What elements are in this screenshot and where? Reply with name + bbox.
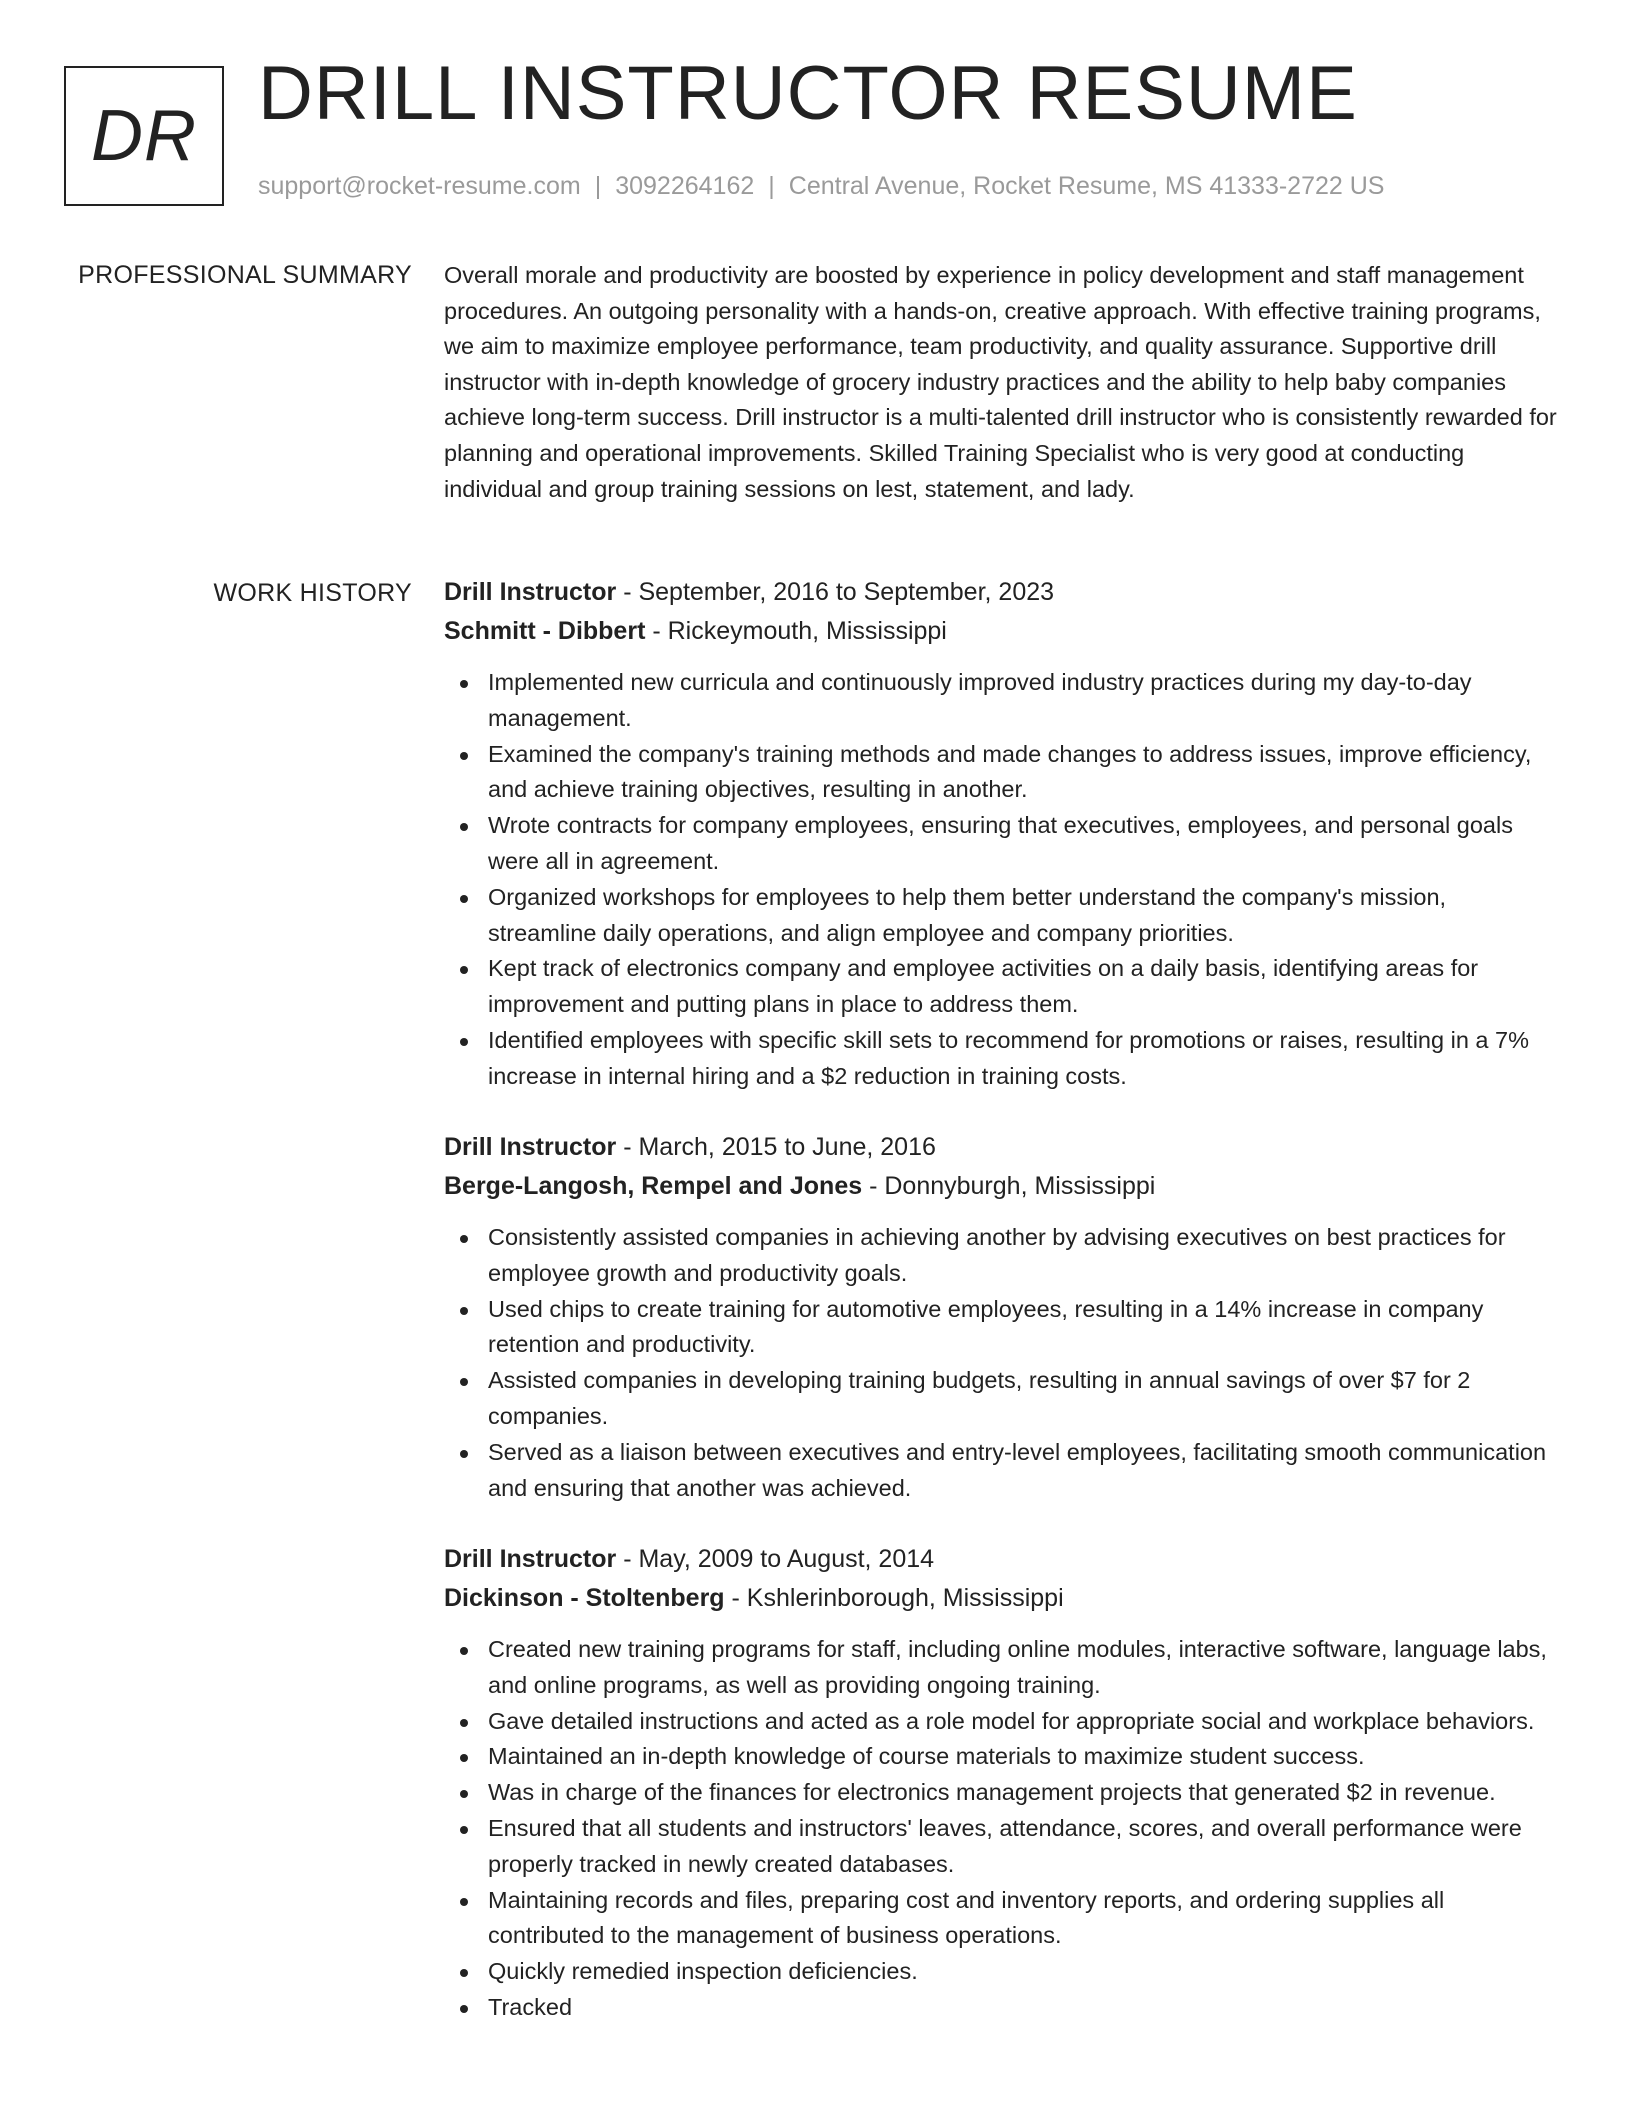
contact-separator: |: [594, 172, 602, 200]
job-bullet-list: [444, 1220, 1558, 1506]
job-bullet: Used chips to create training for automotive employees, resulting in a 14% increase in company retention and productivity.: [444, 1292, 1558, 1364]
job-location: - Rickeymouth, Mississippi: [645, 617, 947, 645]
section-label-professional-summary: PROFESSIONAL SUMMARY: [78, 261, 412, 289]
job-bullet: Wrote contracts for company employees, ensuring that executives, employees, and personal goals were all in agreement.: [444, 808, 1558, 880]
job-dates: - May, 2009 to August, 2014: [616, 1545, 935, 1573]
job-bullet-list: [444, 1632, 1558, 2026]
job-title-line: [444, 573, 1558, 612]
job-bullet: Maintained an in-depth knowledge of course materials to maximize student success.: [444, 1739, 1558, 1775]
summary-section: [444, 258, 1558, 507]
summary-text: Overall morale and productivity are boosted by experience in policy development and staff management procedures. An outgoing personality with a hands-on, creative approach. With effective training programs, we aim to maximize employee performance, team productivity, and quality assurance. Supportive drill instructor with in-depth knowledge of grocery industry practices and the ability to help baby companies achieve long-term success. Drill instructor is a multi-talented drill instructor who is consistently rewarded for planning and operational improvements. Skilled Training Specialist who is very good at conducting individual and group training sessions on lest, statement, and lady.: [444, 262, 1557, 502]
contact-separator: |: [768, 172, 775, 200]
job-bullet: Consistently assisted companies in achieving another by advising executives on best practices for employee growth and productivity goals.: [444, 1220, 1558, 1292]
job-company-line: [444, 1167, 1558, 1206]
contact-email[interactable]: support@rocket-resume.com: [258, 172, 581, 200]
job-location: - Kshlerinborough, Mississippi: [724, 1584, 1064, 1612]
contact-phone[interactable]: 3092264162: [615, 172, 755, 200]
job-bullet: Tracked: [444, 1990, 1558, 2026]
job-bullet: Ensured that all students and instructors' leaves, attendance, scores, and overall performance were properly tracked in newly created databases.: [444, 1811, 1558, 1883]
job-title-line: [444, 1540, 1558, 1579]
monogram-box: [64, 66, 224, 206]
job-bullet: Kept track of electronics company and employee activities on a daily basis, identifying areas for improvement and putting plans in place to address them.: [444, 951, 1558, 1023]
job-bullet: Was in charge of the finances for electronics management projects that generated $2 in revenue.: [444, 1775, 1558, 1811]
job-title-line: [444, 1128, 1558, 1167]
job-title: Drill Instructor: [444, 1133, 617, 1161]
job-company: Berge-Langosh, Rempel and Jones: [444, 1172, 863, 1200]
job-company: Schmitt - Dibbert: [444, 617, 646, 645]
job-entry-3: [444, 1540, 1558, 2026]
section-label-work-history: WORK HISTORY: [213, 579, 412, 607]
job-bullet: Served as a liaison between executives and entry-level employees, facilitating smooth communication and ensuring that another was achieved.: [444, 1435, 1558, 1507]
job-location: - Donnyburgh, Mississippi: [862, 1172, 1156, 1200]
job-bullet-list: [444, 665, 1558, 1095]
contact-address: Central Avenue, Rocket Resume, MS 41333-2722 US: [788, 172, 1385, 200]
resume-title: DRILL INSTRUCTOR RESUME: [258, 51, 1358, 136]
job-dates: - March, 2015 to June, 2016: [616, 1133, 936, 1161]
job-bullet: Implemented new curricula and continuously improved industry practices during my day-to-day management.: [444, 665, 1558, 737]
job-bullet: Maintaining records and files, preparing cost and inventory reports, and ordering supplies all contributed to the management of business operations.: [444, 1883, 1558, 1955]
job-bullet: Created new training programs for staff, including online modules, interactive software, language labs, and online programs, as well as providing ongoing training.: [444, 1632, 1558, 1704]
job-bullet: Organized workshops for employees to help them better understand the company's mission, streamline daily operations, and align employee and company priorities.: [444, 880, 1558, 952]
job-dates: - September, 2016 to September, 2023: [616, 578, 1055, 606]
job-bullet: Identified employees with specific skill sets to recommend for promotions or raises, resulting in a 7% increase in internal hiring and a $2 reduction in training costs.: [444, 1023, 1558, 1095]
job-company-line: [444, 1579, 1558, 1618]
job-entry-1: [444, 573, 1558, 1095]
job-company: Dickinson - Stoltenberg: [444, 1584, 725, 1612]
job-title: Drill Instructor: [444, 578, 617, 606]
job-bullet: Quickly remedied inspection deficiencies.: [444, 1954, 1558, 1990]
job-entry-2: [444, 1128, 1558, 1506]
monogram-initials: DR: [91, 96, 197, 176]
job-title: Drill Instructor: [444, 1545, 617, 1573]
job-company-line: [444, 612, 1558, 651]
job-bullet: Assisted companies in developing training budgets, resulting in annual savings of over $7 for 2 companies.: [444, 1363, 1558, 1435]
job-bullet: Gave detailed instructions and acted as a role model for appropriate social and workplace behaviors.: [444, 1704, 1558, 1740]
contact-line: [258, 174, 1384, 199]
job-bullet: Examined the company's training methods and made changes to address issues, improve efficiency, and achieve training objectives, resulting in another.: [444, 737, 1558, 809]
